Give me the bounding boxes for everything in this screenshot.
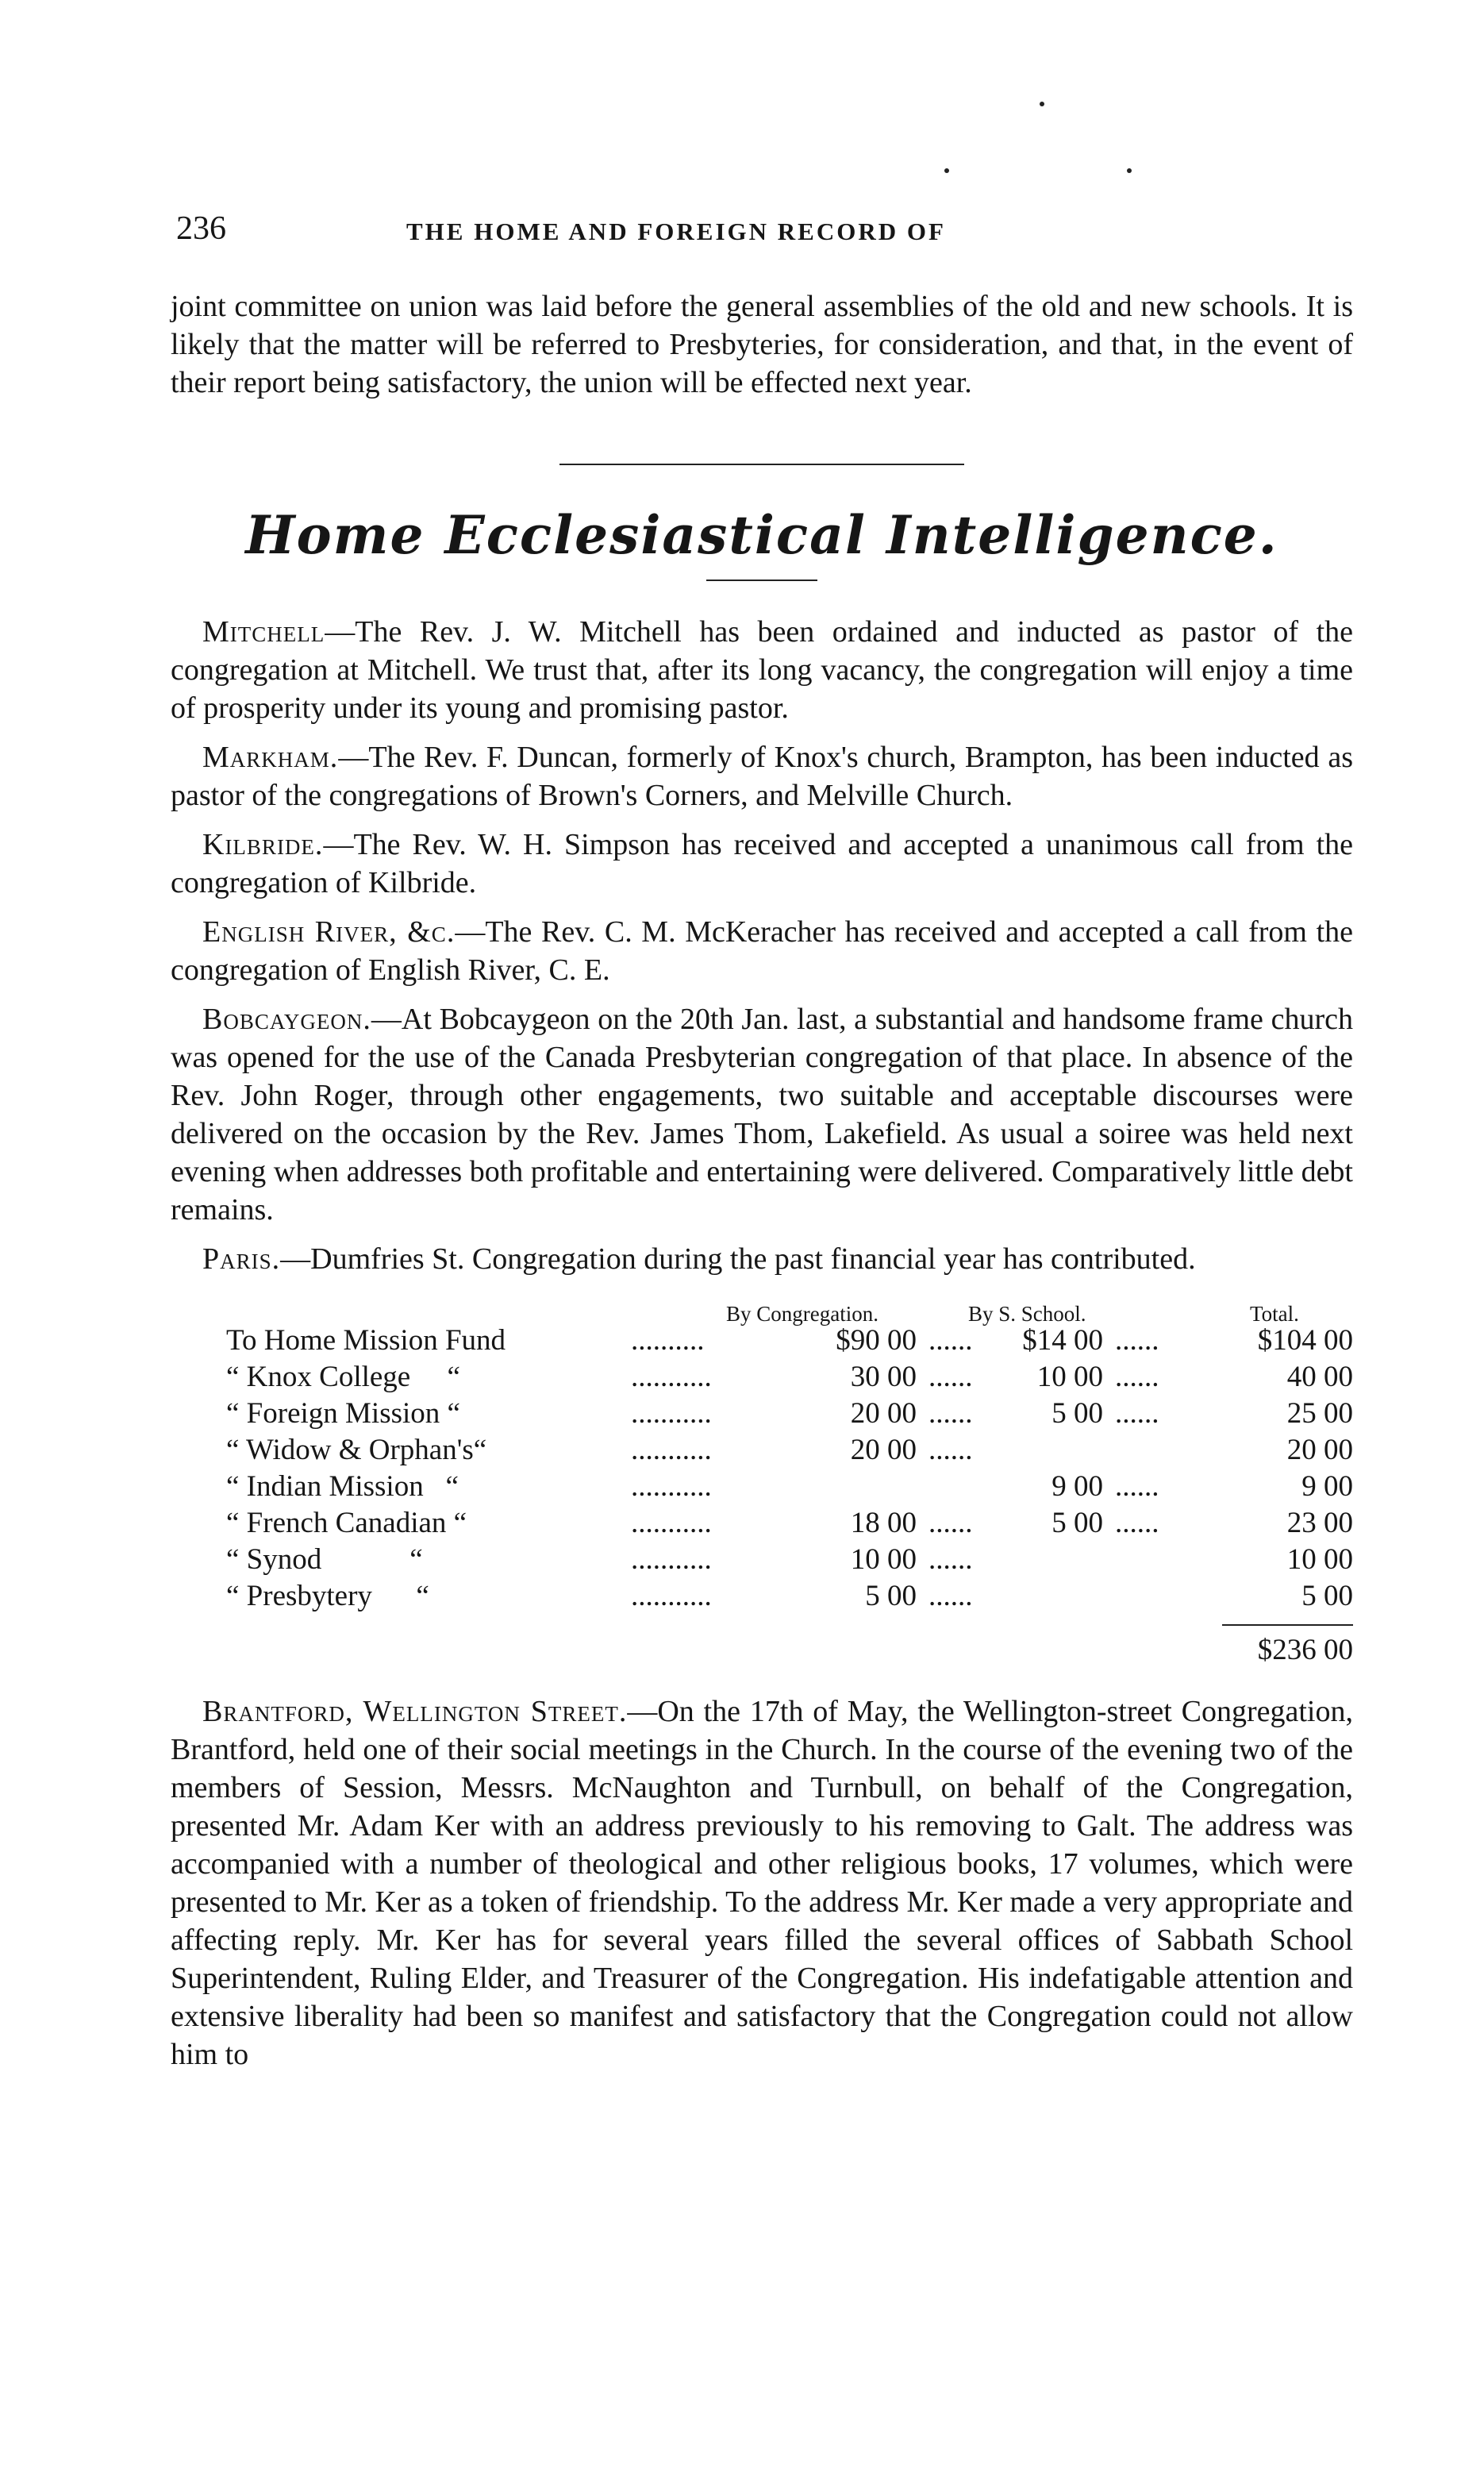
intro-paragraph: joint committee on union was laid before the general assemblies of the old and new schools. It is likely that the matter will be referred to Presbyteries, for consideration, and that, in the event of their report being satisfactory, the union will be effected next year. bbox=[171, 290, 1353, 399]
closing-text: —On the 17th of May, the Wellington-street Congregation, Brantford, held one of their social meetings in the Church. In the course of the evening two of the members of Session, Messrs. McNaughton and Turnbull, on behalf of the Congregation, presented Mr. Adam Ker with an address previously to his removing to Galt. The address was accompanied with a number of theological and other religious books, 17 volumes, which were presented to Mr. Ker as a token of friendship. To the address Mr. Ker made a very appropriate and affecting reply. Mr. Ker has for several years filled the several offices of Sabbath School Superintendent, Ruling Elder, and Treasurer of the Congregation. His indefatigable attention and extensive liberality had been so manifest and satisfactory that the Congregation could not allow him to bbox=[171, 1695, 1353, 2071]
leader-dots: ...... bbox=[928, 1324, 973, 1357]
total-amount: 40 00 bbox=[1286, 1361, 1353, 1393]
fund-label: “ Widow & Orphan's“ bbox=[226, 1434, 487, 1466]
leader-dots: .......... bbox=[631, 1324, 705, 1357]
news-item-text: —At Bobcaygeon on the 20th Jan. last, a substantial and handsome frame church was opened for the use of the Canada Presbyterian congregation of that place. In absence of the Rev. John Roger, through other engagements, two suitable and acceptable discourses were delivered on the occasion by the Rev. James Thom, Lakefield. As usual a soiree was held next evening when addresses both profitable and entertaining were delivered. Comparatively little debt remains. bbox=[171, 1003, 1353, 1226]
school-amount: 10 00 bbox=[1036, 1361, 1103, 1393]
closing-place: Brantford, Wellington Street. bbox=[202, 1695, 628, 1728]
fund-label: “ Foreign Mission “ bbox=[226, 1397, 460, 1430]
news-item-place: Mitchell bbox=[202, 615, 325, 649]
congregation-amount: 20 00 bbox=[850, 1434, 917, 1466]
leader-dots: ...... bbox=[1115, 1361, 1159, 1393]
leader-dots: ...... bbox=[928, 1361, 973, 1393]
leader-dots: ...... bbox=[1115, 1397, 1159, 1430]
section-title: Home Ecclesiastical Intelligence. bbox=[245, 504, 1278, 566]
news-item bbox=[171, 913, 1353, 989]
grand-total-row bbox=[171, 1632, 1353, 1672]
contribution-row bbox=[171, 1469, 1353, 1505]
school-amount: 9 00 bbox=[1051, 1470, 1103, 1503]
contribution-row bbox=[171, 1396, 1353, 1432]
leader-dots: ...... bbox=[1115, 1470, 1159, 1503]
news-item-text: —The Rev. W. H. Simpson has received and accepted a unanimous call from the congregation of Kilbride. bbox=[171, 828, 1353, 899]
school-amount: 5 00 bbox=[1051, 1507, 1103, 1539]
total-amount: $104 00 bbox=[1257, 1324, 1353, 1357]
total-amount: 25 00 bbox=[1286, 1397, 1353, 1430]
news-item-place: English River, &c. bbox=[202, 915, 456, 949]
news-item bbox=[171, 826, 1353, 902]
leader-dots: ........... bbox=[631, 1397, 712, 1430]
fund-label: “ Synod “ bbox=[226, 1543, 423, 1576]
congregation-amount: $90 00 bbox=[836, 1324, 917, 1357]
leader-dots: ...... bbox=[928, 1543, 973, 1576]
congregation-amount: 18 00 bbox=[850, 1507, 917, 1539]
congregation-amount: 10 00 bbox=[850, 1543, 917, 1576]
closing-paragraph bbox=[171, 1692, 1353, 2074]
page-header bbox=[176, 205, 1351, 252]
news-item-text: —The Rev. J. W. Mitchell has been ordained and inducted as pastor of the congregation at Mitchell. We trust that, after its long vacancy, the congregation will enjoy a time of prosperity under its young and promising pastor. bbox=[171, 615, 1353, 725]
news-item-place: Markham. bbox=[202, 741, 339, 774]
total-amount: 23 00 bbox=[1286, 1507, 1353, 1539]
news-item-text: —Dumfries St. Congregation during the past financial year has contributed. bbox=[280, 1242, 1196, 1276]
leader-dots: ........... bbox=[631, 1580, 712, 1612]
total-amount: 9 00 bbox=[1301, 1470, 1353, 1503]
leader-dots: ...... bbox=[928, 1507, 973, 1539]
leader-dots: ........... bbox=[631, 1361, 712, 1393]
congregation-amount: 30 00 bbox=[850, 1361, 917, 1393]
fund-label: “ French Canadian “ bbox=[226, 1507, 467, 1539]
contribution-row bbox=[171, 1323, 1353, 1359]
news-item-text: —The Rev. F. Duncan, formerly of Knox's church, Brampton, has been inducted as pastor of the congregations of Brown's Corners, and Melville Church. bbox=[171, 741, 1353, 812]
speck-mark bbox=[1040, 102, 1044, 106]
contributions-header bbox=[171, 1296, 1353, 1326]
fund-label: “ Indian Mission “ bbox=[226, 1470, 459, 1503]
leader-dots: ........... bbox=[631, 1434, 712, 1466]
grand-total: $236 00 bbox=[1257, 1634, 1353, 1666]
school-amount: $14 00 bbox=[1022, 1324, 1103, 1357]
page-number: 236 bbox=[176, 210, 226, 247]
news-item bbox=[171, 1240, 1353, 1278]
leader-dots: ...... bbox=[928, 1397, 973, 1430]
total-rule bbox=[171, 1615, 1353, 1632]
contribution-row bbox=[171, 1432, 1353, 1469]
leader-dots: ........... bbox=[631, 1470, 712, 1503]
news-item bbox=[171, 1000, 1353, 1229]
fund-label: “ Knox College “ bbox=[226, 1361, 460, 1393]
header-school: By S. School. bbox=[968, 1302, 1086, 1326]
leader-dots: ........... bbox=[631, 1543, 712, 1576]
contributions-table bbox=[171, 1296, 1353, 1672]
news-item-text: —The Rev. C. M. McKeracher has received and accepted a call from the congregation of English River, C. E. bbox=[171, 915, 1353, 987]
congregation-amount: 20 00 bbox=[850, 1397, 917, 1430]
contribution-row bbox=[171, 1542, 1353, 1578]
running-head: THE HOME AND FOREIGN RECORD OF bbox=[406, 218, 946, 245]
news-item-place: Kilbride. bbox=[202, 828, 324, 861]
speck-mark bbox=[944, 168, 949, 173]
news-item bbox=[171, 613, 1353, 727]
leader-dots: ...... bbox=[1115, 1324, 1159, 1357]
contribution-row bbox=[171, 1505, 1353, 1542]
school-amount: 5 00 bbox=[1051, 1397, 1103, 1430]
congregation-amount: 5 00 bbox=[865, 1580, 917, 1612]
fund-label: “ Presbytery “ bbox=[226, 1580, 429, 1612]
total-amount: 20 00 bbox=[1286, 1434, 1353, 1466]
news-item-place: Bobcaygeon. bbox=[202, 1003, 371, 1036]
header-congregation: By Congregation. bbox=[726, 1302, 878, 1326]
leader-dots: ...... bbox=[928, 1580, 973, 1612]
leader-dots: ...... bbox=[928, 1434, 973, 1466]
contribution-row bbox=[171, 1578, 1353, 1615]
leader-dots: ........... bbox=[631, 1507, 712, 1539]
fund-label: To Home Mission Fund bbox=[226, 1324, 506, 1357]
header-total: Total. bbox=[1250, 1302, 1299, 1326]
contribution-row bbox=[171, 1359, 1353, 1396]
speck-mark bbox=[1127, 168, 1132, 173]
news-item-place: Paris. bbox=[202, 1242, 281, 1276]
total-amount: 5 00 bbox=[1301, 1580, 1353, 1612]
leader-dots: ...... bbox=[1115, 1507, 1159, 1539]
page-content bbox=[171, 287, 1353, 2074]
total-amount: 10 00 bbox=[1286, 1543, 1353, 1576]
news-item bbox=[171, 738, 1353, 814]
